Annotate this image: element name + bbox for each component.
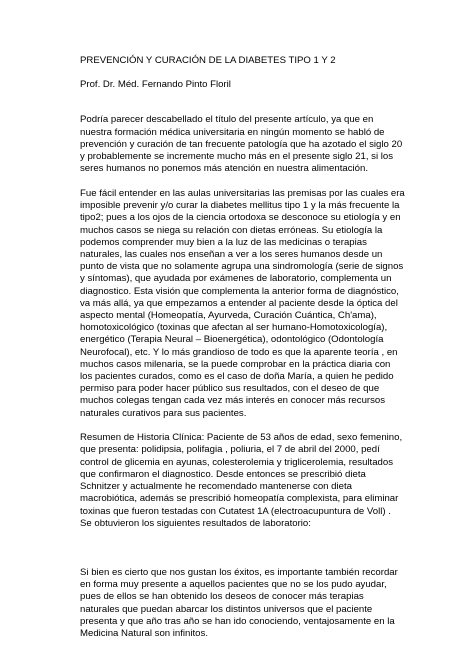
text-line: naturales, las cuales nos enseñan a ver a los seres humanos desde un [80,248,383,260]
text-line: Medicina Natural son infinitos. [80,627,208,639]
text-line: homotoxicológico (toxinas que afectan al ser humano-Homotoxicología), [80,322,388,334]
text-line: naturales que puedan abarcar los distintos universos que el paciente [80,603,373,615]
text-line: energético (Terapia Neural – Bioenergética), odontológico (Odontología [80,334,384,346]
text-line: muchos casos se niega su relación con dietas erróneas. Su etiología la [80,224,383,236]
text-line: presenta y que año tras año se han ido conociendo, ventajosamente en la [80,615,395,627]
text-line: punto de vista que no solamente agrupa una sindromología (serie de signos [80,261,404,273]
text-line: Resumen de Historia Clínica: Paciente de 53 años de edad, sexo femenino, [80,432,403,444]
text-line: y síntomas), que ayudada por exámenes de laboratorio, complementa un [80,273,392,285]
text-line: seres humanos no ponemos más atención en nuestra alimentación. [80,163,368,175]
text-line: en forma muy presente a aquellos pacientes que no se los pudo ayudar, [80,579,387,591]
text-line: tipo2; pues a los ojos de la ciencia ortodoxa se desconoce su etiología y en [80,212,401,224]
text-line: Fue fácil entender en las aulas universitarias las premisas por las cuales era [80,187,405,199]
paragraph-intro [80,114,420,175]
text-line: Se obtuvieron los siguientes resultados de laboratorio: [80,517,311,529]
document-author: Prof. Dr. Méd. Fernando Pinto Floril [80,79,231,91]
text-line: nuestra formación médica universitaria en ningún momento se habló de [80,126,385,138]
text-line: prevención y curación de tan frecuente patología que ha azotado el siglo 20 [80,138,403,150]
paragraph-conclusion [80,567,420,640]
text-line: toxinas que fueron testadas con Cutatest 1A (electroacupuntura de Voll) . [80,505,391,517]
text-line: que presenta: polidipsia, polifagia , poliuria, el 7 de abril del 2000, pedí [80,444,380,456]
text-line: podemos comprender muy bien a la luz de las medicinas o terapias [80,236,367,248]
text-line: imposible prevenir y/o curar la diabetes mellitus tipo 1 y la más frecuente la [80,200,400,212]
text-line: y probablemente se incremente mucho más en el presente siglo 21, si los [80,151,394,163]
text-line: muchos colegas tengan cada vez más interés en conocer más recursos [80,395,386,407]
text-line: macrobiótica, además se prescribió homeopatía complexista, para eliminar [80,493,399,505]
text-line: muchos casos milenaria, se la puede comprobar en la práctica diaria con [80,358,391,370]
text-line: control de glicemia en ayunas, colesterolemia y triglicerolemia, resultados [80,456,394,468]
document-body [80,55,420,653]
paragraph-clinical-history [80,432,420,530]
text-line: aspecto mental (Homeopatía, Ayurveda, Curación Cuántica, Ch'ama), [80,309,377,321]
text-line: Si bien es cierto que nos gustan los éxitos, es importante también recordar [80,566,398,578]
document-title: PREVENCIÓN Y CURACIÓN DE LA DIABETES TIPO 1 Y 2 [80,55,336,66]
text-line: permiso para poder hacer público sus resultados, con el deseo de que [80,383,380,395]
text-line: naturales curativos para sus pacientes. [80,407,247,419]
text-line: Schnitzer y actualmente he recomendado mantenerse con dieta [80,481,352,493]
text-line: Podría parecer descabellado el título del presente artículo, ya que en [80,114,374,126]
text-line: Neurofocal), etc. Y lo más grandioso de todo es que la aparente teoría , en [80,346,398,358]
text-line: que confirmaron el diagnostico. Desde entonces se prescribió dieta [80,468,366,480]
paragraph-etiology [80,188,420,420]
text-line: los pacientes curados, como es el caso de doña María, a quien he pedido [80,370,394,382]
text-line: diagnostico. Esta visión que complementa la anterior forma de diagnóstico, [80,285,399,297]
text-line: va más allá, ya que empezamos a entender al paciente desde la óptica del [80,297,398,309]
text-line: pues de ellos se han obtenido los deseos de conocer más terapias [80,591,364,603]
